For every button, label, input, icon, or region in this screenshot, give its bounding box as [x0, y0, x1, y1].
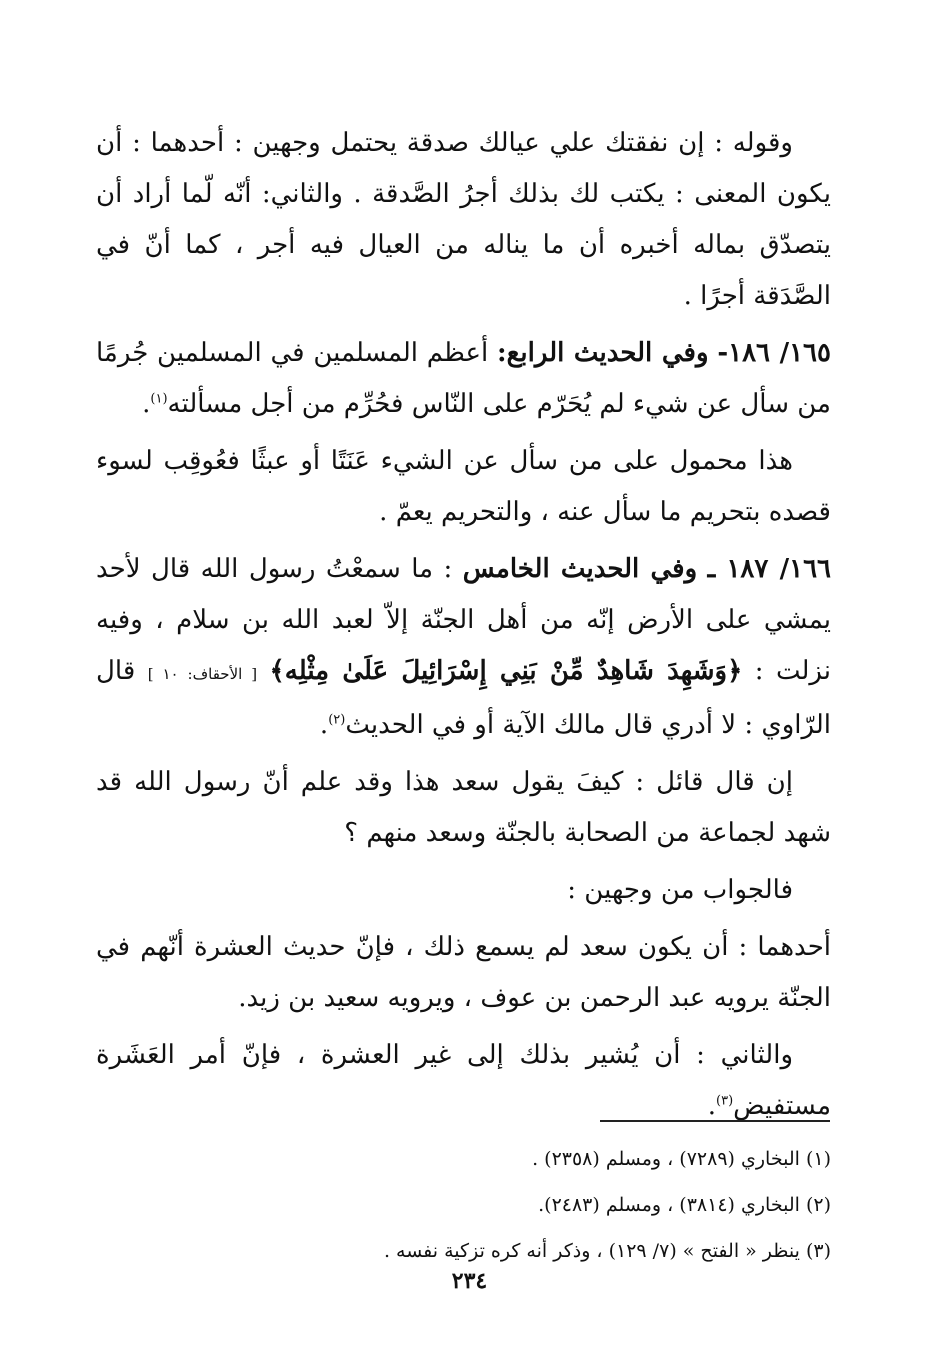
paragraph-commentary-question	[96, 436, 831, 538]
footnote-divider	[600, 1120, 830, 1122]
hadith-heading: وفي الحديث الخامس	[462, 554, 698, 584]
hadith-fifth: ١٦٦/ ١٨٧ ـ وفي الحديث الخامس : ما سمعْتُ رسول الله قال لأحد يمشي على الأرض إنّه من أهل الجنّة إلاّ لعبد الله بن سلام ، وفيه نزلت : ﴿وَشَهِدَ شَاهِدٌ مِّنْ بَنِي إِسْرَائِيلَ عَلَىٰ مِثْلِه﴾ [ الأحقاف: ١٠ ] قال الرّاوي : لا أدري قال مالك الآية أو في الحديث$^{(٢)}$.	[96, 554, 832, 740]
paragraph-text: أحدهما : أن يكون سعد لم يسمع ذلك ، فإنّ حديث العشرة أنّهم في الجنّة يرويه عبد الرحمن بن عوف ، ويرويه سعيد بن زيد.	[96, 932, 831, 1013]
footnote-1: (١) البخاري (٧٢٨٩) ، ومسلم (٢٣٥٨) .	[532, 1148, 831, 1170]
verse-reference: [ الأحقاف: ١٠ ]	[147, 665, 258, 683]
paragraph-text: وقوله : إن نفقتك علي عيالك صدقة يحتمل وجهين : أحدهما : أن يكون المعنى : يكتب لك بذلك أجرُ الصَّدقة . والثاني: أنّه لّما أراد أن يتصدّق بماله أخبره أن ما يناله من العيال فيه أجر ، كما أنّ في الصَّدَقة أجرًا .	[96, 128, 831, 311]
footnote-marker: (٢)	[328, 712, 346, 728]
footnote-3: (٣) ينظر « الفتح » (٧/ ١٢٩) ، وذكر أنه كره تزكية نفسه .	[383, 1240, 831, 1262]
hadith-number: ١٦٥/ ١٨٦-	[717, 338, 831, 368]
paragraph-objection	[96, 757, 831, 859]
hadith-text: : ما سمعْتُ رسول الله قال لأحد يمشي على الأرض إنّه من أهل الجنّة إلاّ لعبد الله بن سلام ، وفيه نزلت :	[96, 554, 831, 686]
quran-verse: ﴿وَشَهِدَ شَاهِدٌ مِّنْ بَنِي إِسْرَائِيلَ عَلَىٰ مِثْلِه﴾	[269, 656, 743, 686]
footnote-marker: (٣)	[716, 1093, 734, 1109]
footnotes	[96, 1136, 831, 1274]
paragraph-answer-first	[96, 922, 831, 1024]
paragraph-commentary-charity	[96, 118, 831, 322]
hadith-text-continued: قال الرّاوي : لا أدري قال مالك الآية أو في الحديث	[96, 656, 831, 740]
hadith-text: أعظم المسلمين في المسلمين جُرمًا من سأل عن شيء لم يُحَرّم على النّاس فحُرِّم من أجل مسألته	[96, 338, 831, 419]
paragraph-text: فالجواب من وجهين :	[567, 875, 793, 905]
footnote-2: (٢) البخاري (٣٨١٤) ، ومسلم (٢٤٨٣).	[538, 1194, 831, 1216]
footnote-marker: (١)	[150, 391, 168, 407]
hadith-fourth: ١٦٥/ ١٨٦- وفي الحديث الرابع: أعظم المسلمين في المسلمين جُرمًا من سأل عن شيء لم يُحَرّم على النّاس فحُرِّم من أجل مسألته$^{(١)}$.	[96, 338, 831, 419]
hadith-number: ١٦٦/ ١٨٧ ـ	[707, 554, 832, 584]
paragraph-text: هذا محمول على من سأل عن الشيء عَنَتًا أو عبثًا فعُوقِب لسوء قصده بتحريم ما سأل عنه ، والتحريم يعمّ .	[96, 446, 831, 527]
main-text	[96, 118, 831, 1138]
paragraph-text: والثاني : أن يُشير بذلك إلى غير العشرة ، فإنّ أمر العَشَرة مستفيض	[96, 1040, 831, 1121]
page-number: ٢٣٤	[451, 1268, 488, 1294]
paragraph-text: إن قال قائل : كيفَ يقول سعد هذا وقد علم أنّ رسول الله قد شهد لجماعة من الصحابة بالجنّة وسعد منهم ؟	[96, 767, 831, 848]
hadith-heading: وفي الحديث الرابع:	[496, 338, 709, 368]
paragraph-answer-second: والثاني : أن يُشير بذلك إلى غير العشرة ، فإنّ أمر العَشَرة مستفيض$^{(٣)}$.	[96, 1040, 831, 1121]
paragraph-answer-intro	[96, 865, 831, 916]
